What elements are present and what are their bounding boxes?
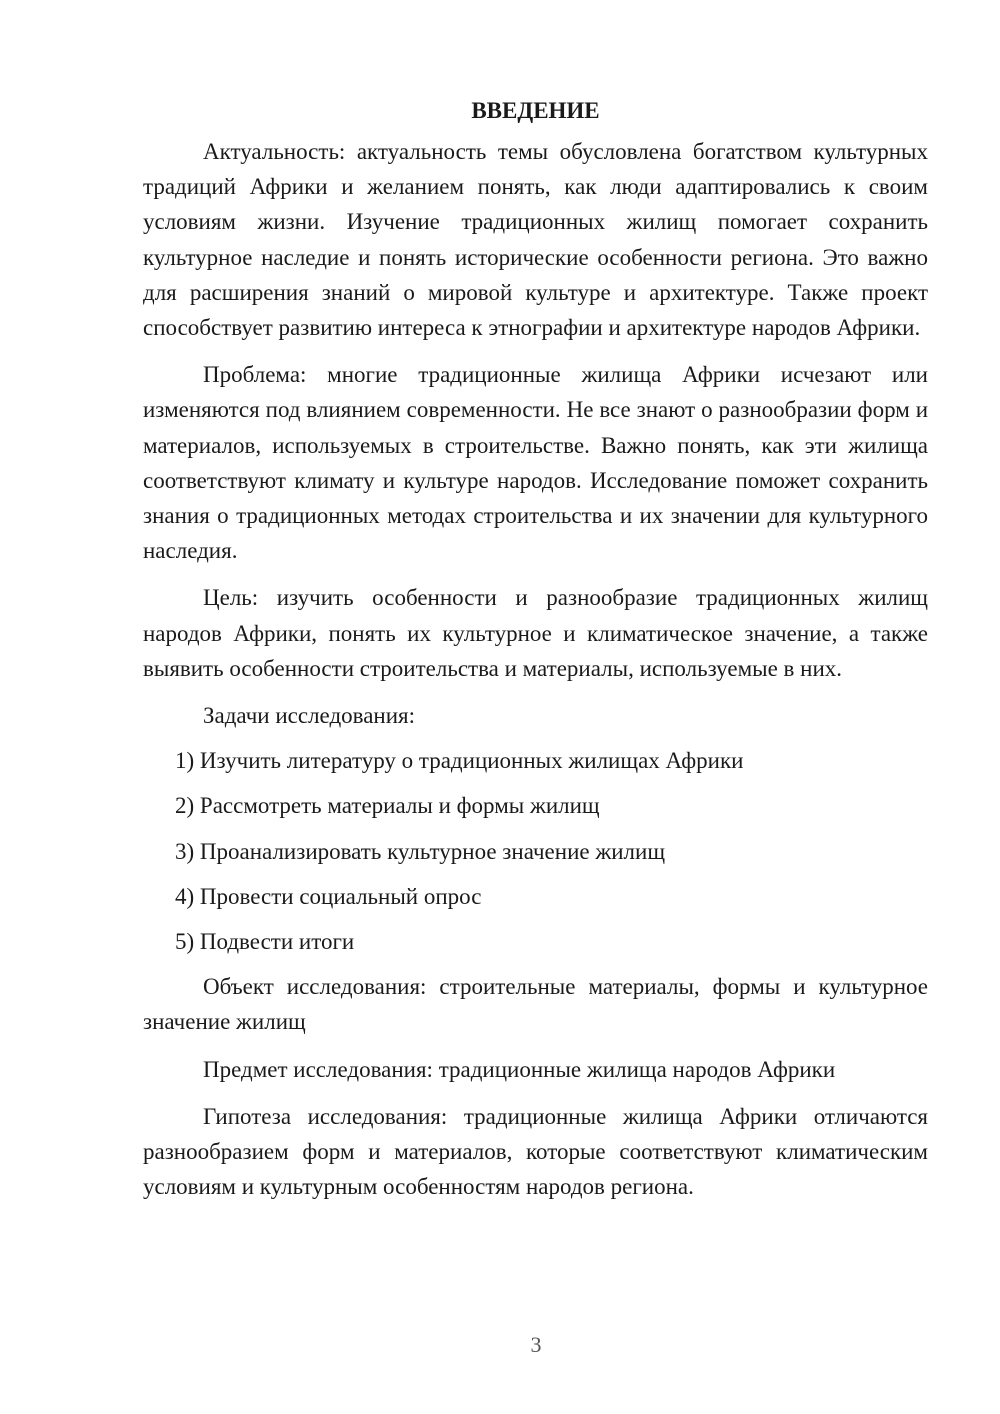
problem-paragraph: Проблема: многие традиционные жилища Африки исчезают или изменяются под влиянием современности. Не все знают о разнообразии форм и материалов, используемых в строительстве. Важно понять, как эти жилища соответствуют климату и культуре народов. Исследование поможет сохранить знания о традиционных методах строительства и их значении для культурного наследия. [143,362,928,564]
page-number: 3 [530,1332,542,1357]
goal-paragraph: Цель: изучить особенности и разнообразие традиционных жилищ народов Африки, понять их культурное и климатическое значение, а также выявить особенности строительства и материалы, используемые в них. [143,585,928,681]
hypothesis-paragraph: Гипотеза исследования: традиционные жилища Африки отличаются разнообразием форм и материалов, которые соответствуют климатическим условиям и культурным особенностям народов региона. [143,1103,928,1200]
task-item: 5) Подвести итоги [175,929,355,955]
tasks-heading: Задачи исследования: [203,703,416,729]
section-title: ВВЕДЕНИЕ [471,98,600,123]
task-item: 2) Рассмотреть материалы и формы жилищ [175,793,600,819]
relevance-paragraph: Актуальность: актуальность темы обусловлена богатством культурных традиций Африки и желанием понять, как люди адаптировались к своим условиям жизни. Изучение традиционных жилищ помогает сохранить культурное наследие и понять исторические особенности региона. Это важно для расширения знаний о мировой культуре и архитектуре. Также проект способствует развитию интереса к этнографии и архитектуре народов Африки. [143,139,928,341]
page-content [143,93,928,1204]
task-item: 4) Провести социальный опрос [175,883,482,909]
task-item: 3) Проанализировать культурное значение жилищ [175,838,666,864]
subject-paragraph: Предмет исследования: традиционные жилища народов Африки [203,1056,836,1082]
tasks-list [143,743,928,959]
object-paragraph: Объект исследования: строительные материалы, формы и культурное значение жилищ [143,974,928,1035]
task-item: 1) Изучить литературу о традиционных жилищах Африки [175,748,744,774]
